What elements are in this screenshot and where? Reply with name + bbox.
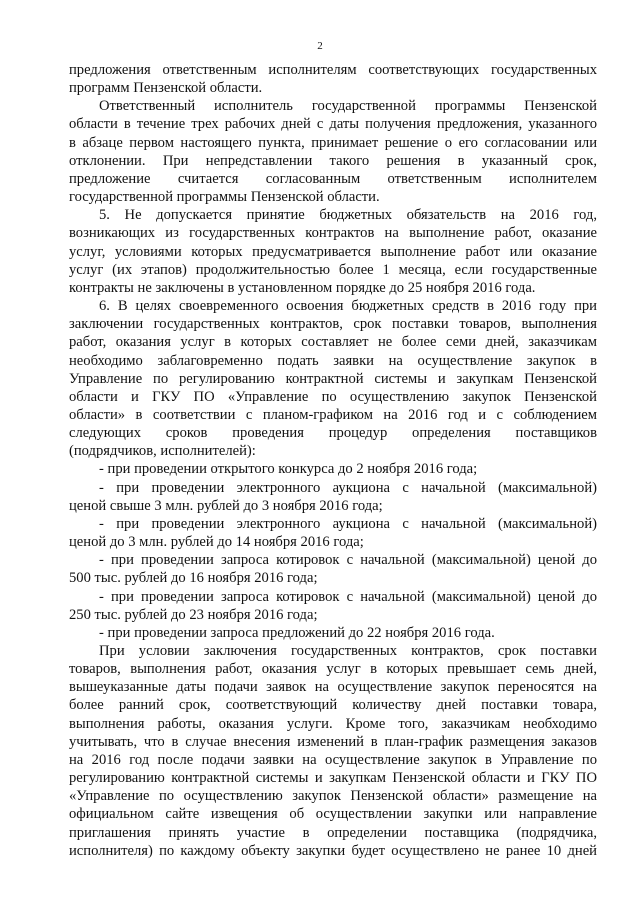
text-line: области и ГКУ ПО «Управление по осуществлению закупок Пензенской [69, 388, 597, 405]
text-line: услуг (их этапов) продолжительностью более 1 месяца, если государственные [69, 261, 597, 278]
text-line: регулированию контрактной системы и закупкам Пензенской области и ГКУ ПО [69, 770, 597, 787]
text-line: 250 тыс. рублей до 23 ноября 2016 года; [69, 606, 318, 623]
text-line: - при проведении электронного аукциона с начальной (максимальной) [99, 479, 597, 496]
text-line: Управление по регулированию контрактной системы и закупкам Пензенской [69, 370, 597, 387]
text-line: «Управление по осуществлению закупок Пензенской области» размещение на [69, 788, 597, 805]
text-line: области» в соответствии с планом-графиком на 2016 год и с соблюдением [69, 406, 597, 423]
text-line: ценой свыше 3 млн. рублей до 3 ноября 2016 года; [69, 497, 383, 514]
text-line: необходимо заблаговременно подать заявки на осуществление закупок в [69, 352, 597, 369]
text-line: контракты не заключены в установленном порядке до 25 ноября 2016 года. [69, 279, 536, 296]
text-line: на 2016 год после подачи заявки на осуществление закупок в Управление по [69, 751, 597, 768]
text-line: исполнителя) по каждому объекту закупки будет осуществлено не ранее 10 дней [69, 842, 597, 859]
text-line: - при проведении запроса котировок с начальной (максимальной) ценой до [99, 552, 597, 569]
text-line: вышеуказанные даты подачи заявок на осуществление закупок переносятся на [69, 679, 597, 696]
text-line: работ, оказания услуг в которых составляет не более семи дней, заказчикам [69, 334, 597, 351]
text-line: 6. В целях своевременного освоения бюджетных средств в 2016 году при [99, 298, 597, 315]
text-line: государственной программы Пензенской области. [69, 189, 380, 206]
text-line: При условии заключения государственных контрактов, срок поставки [99, 643, 597, 659]
text-line: Ответственный исполнитель государственной программы Пензенской [99, 98, 597, 115]
text-line: программ Пензенской области. [69, 80, 263, 97]
text-line: - при проведении открытого конкурса до 2 ноября 2016 года; [99, 461, 478, 478]
text-line: следующих сроков проведения процедур определения поставщиков [69, 425, 597, 442]
text-line: более ранний срок, соответствующий количеству дней поставки товара, [69, 697, 597, 714]
text-line: заключении государственных контрактов, срок поставки товаров, выполнения [69, 316, 597, 333]
text-line: учитывать, что в случае внесения изменений в план-график размещения заказов [69, 733, 597, 750]
text-line: выполнения работы, оказания услуги. Кроме того, заказчикам необходимо [69, 715, 597, 732]
text-line: отклонении. При непредставлении такого решения в указанный срок, [69, 152, 597, 169]
text-line: - при проведении электронного аукциона с начальной (максимальной) [99, 515, 597, 532]
text-line: предложение считается согласованным ответственным исполнителем [69, 170, 597, 187]
text-line: предложения ответственным исполнителям соответствующих государственных [69, 62, 597, 78]
text-line: возникающих из государственных контрактов на выполнение работ, оказание [69, 225, 597, 242]
text-line: - при проведении запроса предложений до 22 ноября 2016 года. [99, 624, 495, 641]
text-line: области в течение трех рабочих дней с даты получения предложения, указанного [69, 116, 597, 133]
text-line: 5. Не допускается принятие бюджетных обязательств на 2016 год, [99, 207, 597, 224]
text-line: - при проведении запроса котировок с начальной (максимальной) ценой до [99, 588, 597, 605]
text-line: 500 тыс. рублей до 16 ноября 2016 года; [69, 570, 318, 587]
text-line: в абзаце первом настоящего пункта, принимает решение о его согласовании или [69, 134, 597, 151]
text-line: услуг, условиями которых предусматривается выполнение работ или оказание [69, 243, 597, 260]
text-line: официальном сайте извещения об осуществлении закупки или направление [69, 806, 597, 823]
document-body [69, 61, 597, 860]
text-line: приглашения принять участие в определении поставщика (подрядчика, [69, 824, 597, 841]
text-line: (подрядчиков, исполнителей): [69, 443, 256, 460]
page-number: 2 [317, 40, 323, 52]
text-line: товаров, выполнения работ, оказания услуг в которых превышает семь дней, [69, 661, 597, 678]
text-line: ценой до 3 млн. рублей до 14 ноября 2016 года; [69, 534, 364, 551]
